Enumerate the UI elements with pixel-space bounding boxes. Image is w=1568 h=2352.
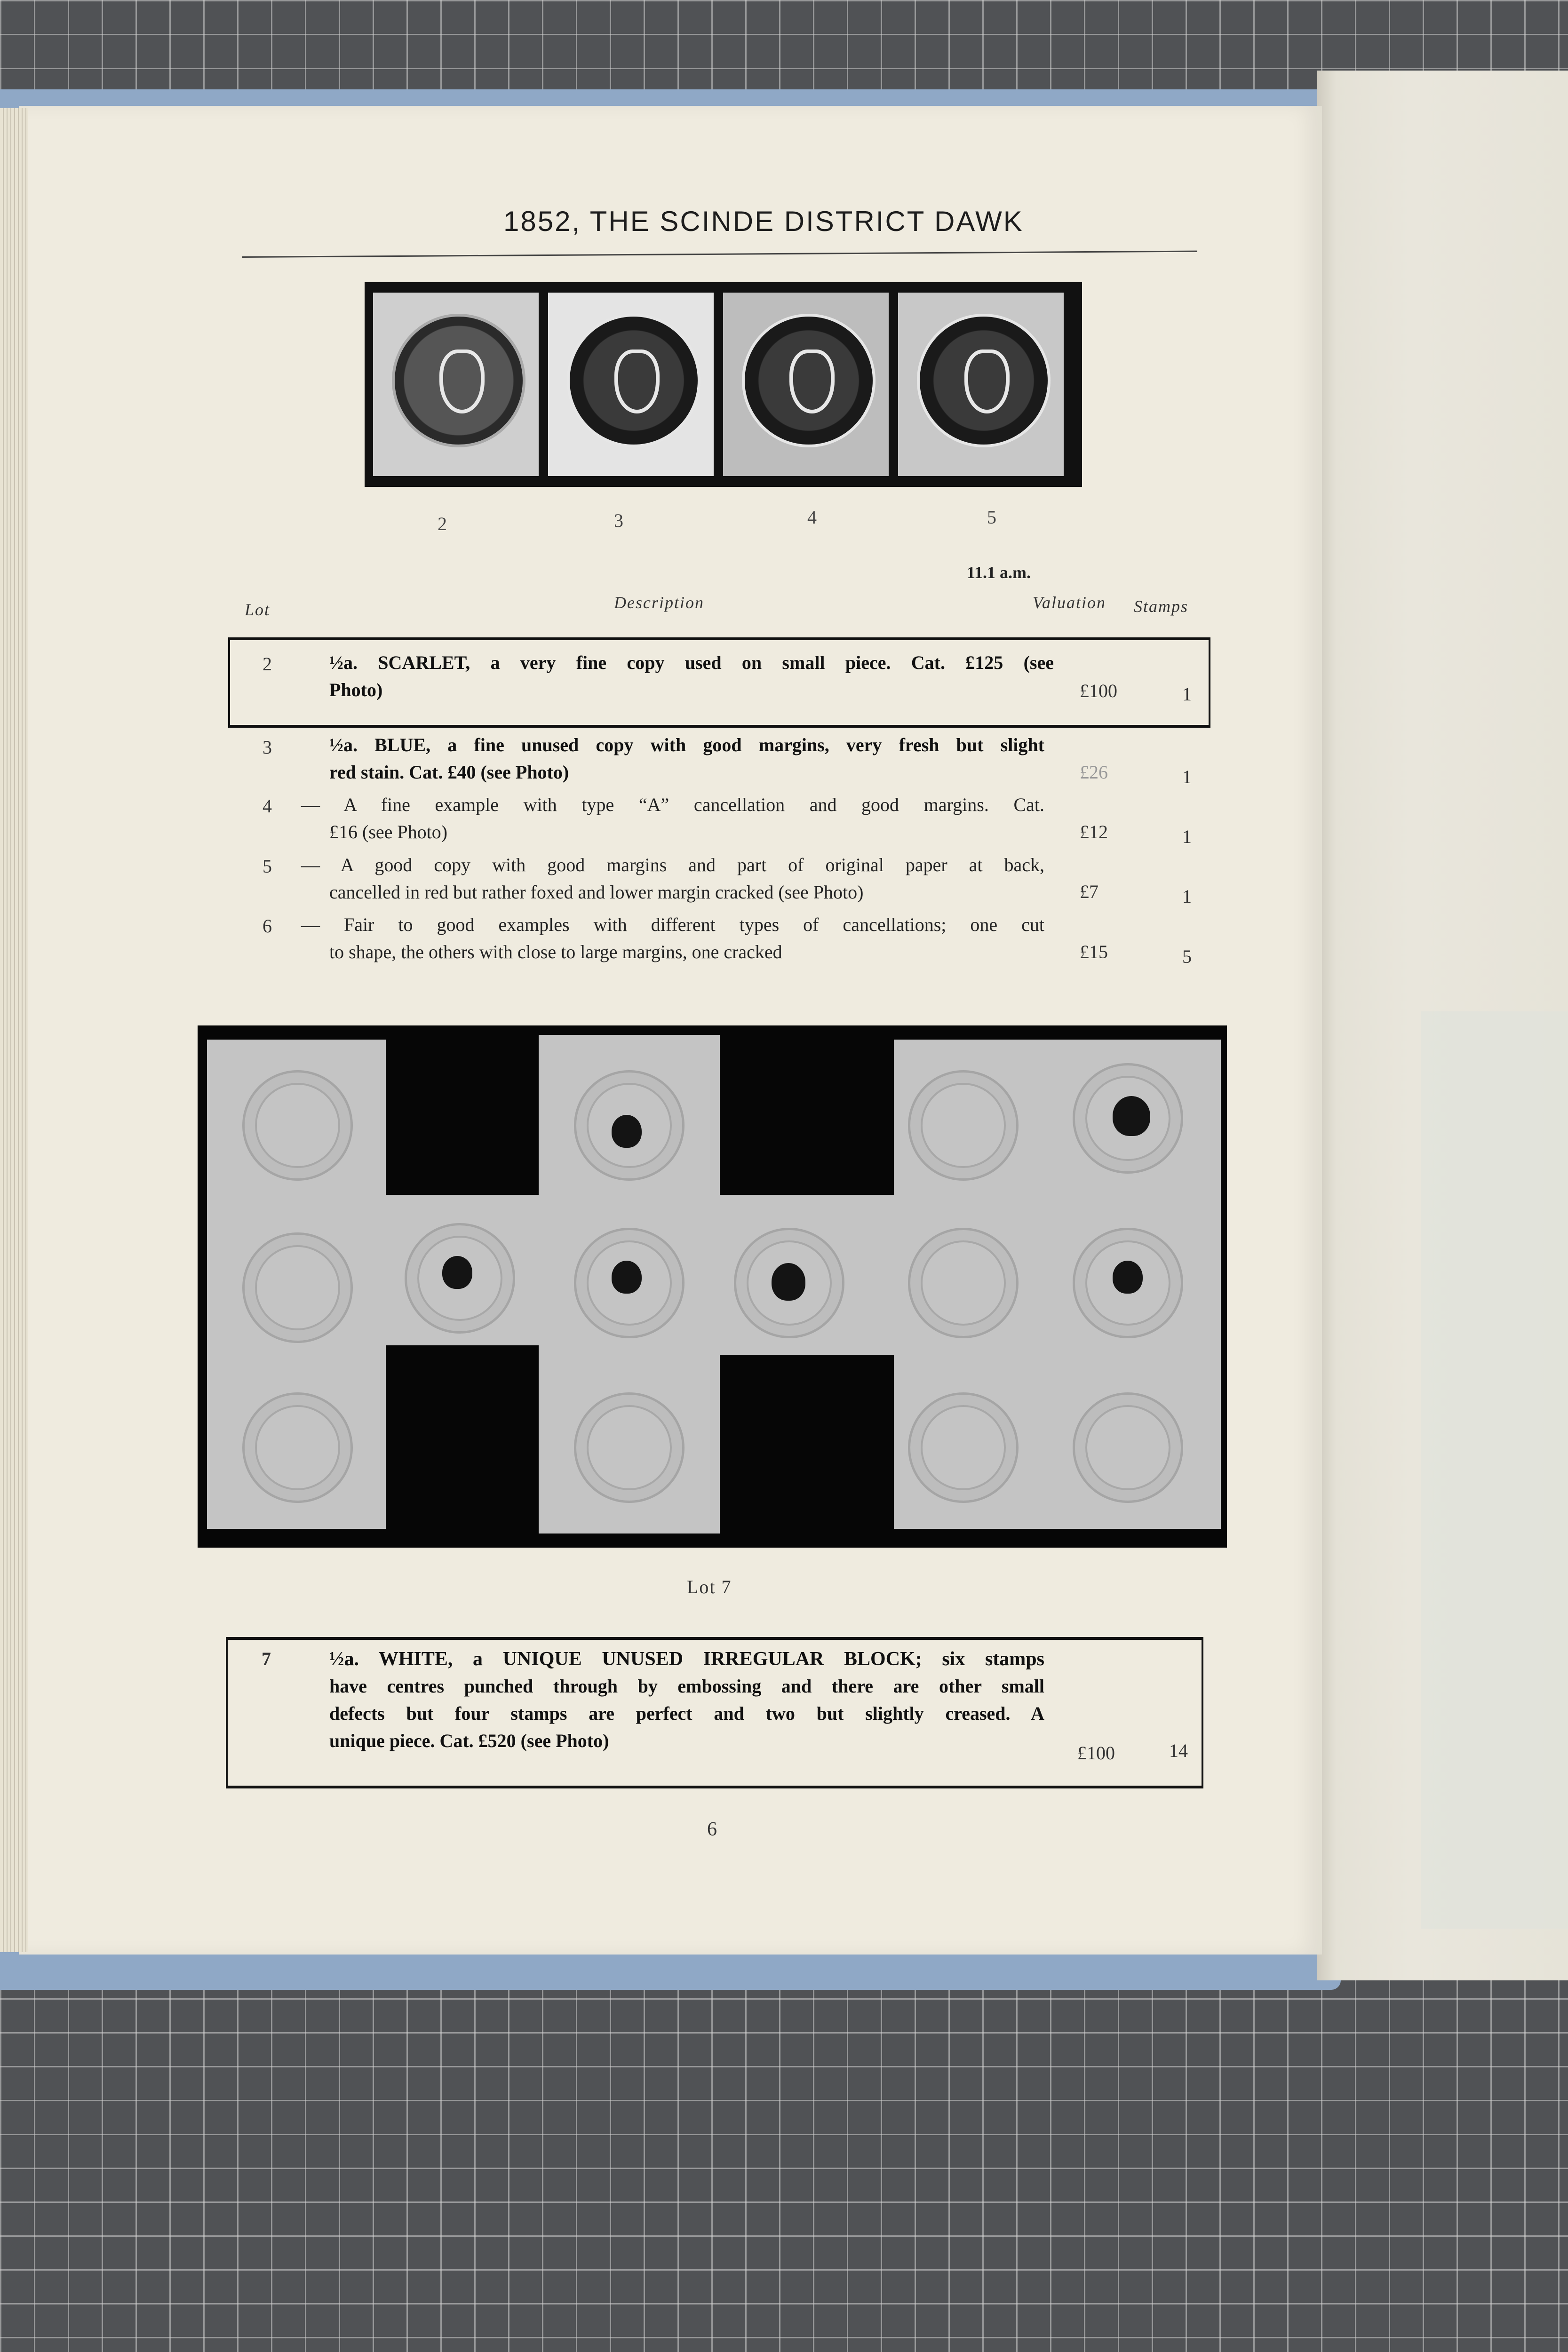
- lot-description: [301, 851, 1044, 906]
- lot-number: 3: [263, 737, 272, 758]
- lot-description: [301, 911, 1044, 966]
- lot-description-line: red stain. Cat. £40 (see Photo): [329, 762, 569, 783]
- header-valuation: Valuation: [1033, 593, 1106, 612]
- embossed-stamp: [908, 1392, 1019, 1503]
- stamp-label: 3: [614, 510, 623, 531]
- punched-centre: [1113, 1261, 1143, 1294]
- lot-description-line: £16 (see Photo): [329, 821, 448, 842]
- lot-stamp-count: 1: [1182, 886, 1192, 907]
- lot-description-line: unique piece. Cat. £520 (see Photo): [329, 1730, 609, 1751]
- embossed-stamp: [242, 1232, 353, 1343]
- header-description: Description: [614, 593, 704, 612]
- lot-description-line: defects but four stamps are perfect and two but slightly creased. A: [329, 1703, 1044, 1724]
- lot-description-line: to shape, the others with close to large margins, one cracked: [329, 941, 782, 962]
- stamp-image-lot-4: [723, 293, 889, 476]
- lot-number: 7: [262, 1648, 271, 1669]
- embossed-stamp: [908, 1228, 1019, 1338]
- stamp-label: 2: [438, 513, 447, 534]
- lot-number: 6: [263, 915, 272, 937]
- lot-number: 4: [263, 795, 272, 817]
- stamp-label: 5: [987, 507, 996, 528]
- lot-valuation: £7: [1080, 881, 1098, 902]
- lot-stamp-count: 14: [1169, 1740, 1188, 1761]
- lot-valuation: £12: [1080, 821, 1108, 842]
- punched-centre: [442, 1256, 472, 1289]
- lot-stamp-count: 1: [1182, 683, 1192, 705]
- punched-centre: [1113, 1096, 1150, 1136]
- embossed-stamp: [574, 1392, 685, 1503]
- embossed-stamp: [242, 1070, 353, 1181]
- lot-number: 2: [263, 653, 272, 675]
- running-head: 1852, THE SCINDE DISTRICT DAWK: [503, 206, 1024, 237]
- embossed-stamp: [908, 1070, 1019, 1181]
- header-stamps: Stamps: [1134, 597, 1189, 616]
- stamp-label: 4: [807, 507, 817, 528]
- stamp-image-lot-5: [898, 293, 1064, 476]
- header-lot: Lot: [245, 600, 271, 619]
- lot-description: [301, 791, 1044, 846]
- punched-centre: [772, 1263, 805, 1301]
- stamp-image-lot-3: [548, 293, 714, 476]
- photo-caption: Lot 7: [687, 1576, 732, 1597]
- embossed-stamp: [1073, 1392, 1183, 1503]
- stamp-strip-photo: [365, 282, 1082, 487]
- lot-valuation: £26: [1080, 762, 1108, 783]
- punched-centre: [612, 1115, 642, 1148]
- lot-stamp-count: 1: [1182, 766, 1192, 787]
- lot-description-line: ½a. WHITE, a UNIQUE UNUSED IRREGULAR BLOCK; six stamps: [329, 1648, 1044, 1670]
- lot-description-line: ½a. SCARLET, a very fine copy used on small piece. Cat. £125 (see: [329, 652, 1054, 673]
- lot-number: 5: [263, 856, 272, 877]
- sale-time: 11.1 a.m.: [967, 563, 1031, 582]
- lot-description-line: — Fair to good examples with different types of cancellations; one cut: [301, 914, 1044, 935]
- lot-description: [329, 731, 1044, 786]
- lot-description-line: ½a. BLUE, a fine unused copy with good margins, very fresh but slight: [329, 734, 1044, 755]
- lot-valuation: £100: [1080, 680, 1117, 701]
- lot-description-line: — A fine example with type “A” cancellation and good margins. Cat.: [301, 794, 1044, 815]
- stamp-image-lot-2: [373, 293, 539, 476]
- lot-description-line: Photo): [329, 679, 383, 700]
- lot-description: [329, 649, 1054, 704]
- lot-description-line: have centres punched through by embossing and there are other small: [329, 1676, 1044, 1697]
- embossed-stamp: [242, 1392, 353, 1503]
- lot-valuation: £15: [1080, 941, 1108, 962]
- page-edges: [0, 108, 28, 1952]
- lot-description-line: cancelled in red but rather foxed and lower margin cracked (see Photo): [329, 882, 864, 903]
- lot-stamp-count: 5: [1182, 946, 1192, 967]
- lot-valuation: £100: [1077, 1742, 1115, 1764]
- page-number: 6: [707, 1819, 717, 1840]
- lot-description: [329, 1645, 1044, 1755]
- punched-centre: [612, 1261, 642, 1294]
- lot-description-line: — A good copy with good margins and part of original paper at back,: [301, 854, 1044, 875]
- lot-7-photo: [198, 1025, 1227, 1548]
- facing-page-shadow: [1421, 1011, 1568, 1929]
- lot-stamp-count: 1: [1182, 826, 1192, 847]
